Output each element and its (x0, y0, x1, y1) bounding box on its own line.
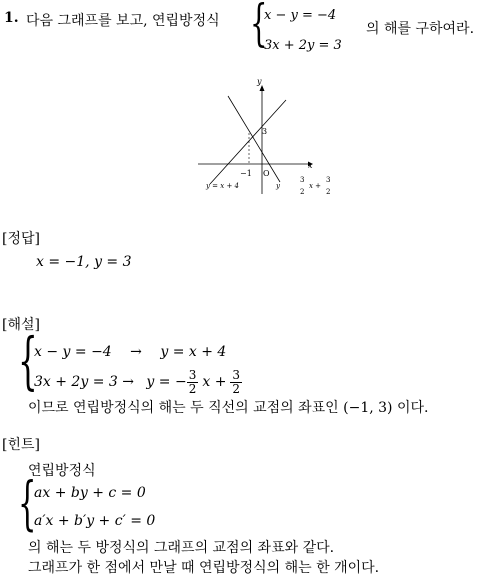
explanation-brace: { (18, 324, 38, 397)
explanation-row1 (34, 344, 226, 360)
explanation-frac2: $\frac{3}{2}$ (232, 368, 241, 396)
line2-frac1-num: 3 (300, 176, 305, 184)
explanation-frac1: $\frac{3}{2}$ (188, 368, 197, 396)
hint-line3: 그래프가 한 점에서 만날 때 연립방정식의 해는 한 개이다. (28, 560, 380, 576)
explanation-row2-left: 3x + 2y = 3 → (34, 374, 134, 391)
explanation-row2-prefix: y = − (146, 374, 187, 391)
hint-eq1: ax + by + c = 0 (34, 485, 146, 501)
line2-label-x: x + (309, 182, 322, 190)
line2-label-y: y (276, 182, 280, 190)
graph (196, 76, 336, 198)
hint-heading: [힌트] (2, 437, 40, 453)
hint-eq2: a′x + b′y + c′ = 0 (34, 513, 156, 529)
explanation-row2-mid: x + (202, 374, 227, 391)
explanation-heading: [해설] (2, 317, 40, 333)
x-axis-label: x (308, 161, 313, 170)
explanation-row1-left: x − y = −4 (34, 344, 112, 360)
explanation-row2 (34, 369, 242, 395)
line1-label: y = x + 4 (206, 182, 239, 190)
problem-number: 1. (4, 10, 19, 26)
problem-text-after: 의 해를 구하여라. (366, 21, 475, 37)
answer-value: x = −1, y = 3 (36, 254, 132, 270)
problem-eq1: x − y = −4 (264, 8, 337, 23)
origin-label: O (263, 169, 270, 178)
y-axis-label: y (257, 77, 262, 86)
hint-line2: 의 해는 두 방정식의 그래프의 교점의 좌표와 같다. (28, 540, 335, 556)
hint-brace: { (18, 469, 37, 537)
line2-frac1-den: 2 (300, 188, 305, 196)
explanation-arrow: → (130, 344, 142, 360)
problem-eq2: 3x + 2y = 3 (264, 38, 342, 53)
intersection-y-label: 3 (262, 127, 268, 136)
explanation-conclusion: 이므로 연립방정식의 해는 두 직선의 교점의 좌표인 (−1, 3) 이다. (28, 400, 429, 416)
line2-frac2-den: 2 (326, 188, 331, 196)
problem-brace: { (250, 0, 268, 52)
tick-minus-one: −1 (240, 169, 252, 178)
hint-line1: 연립방정식 (28, 463, 96, 479)
answer-heading: [정답] (2, 231, 40, 247)
line2-frac2-num: 3 (326, 176, 331, 184)
explanation-row1-right: y = x + 4 (160, 344, 227, 360)
line-3x-plus-2y-eq-3 (228, 96, 280, 182)
problem-text: 다음 그래프를 보고, 연립방정식 (26, 13, 220, 29)
